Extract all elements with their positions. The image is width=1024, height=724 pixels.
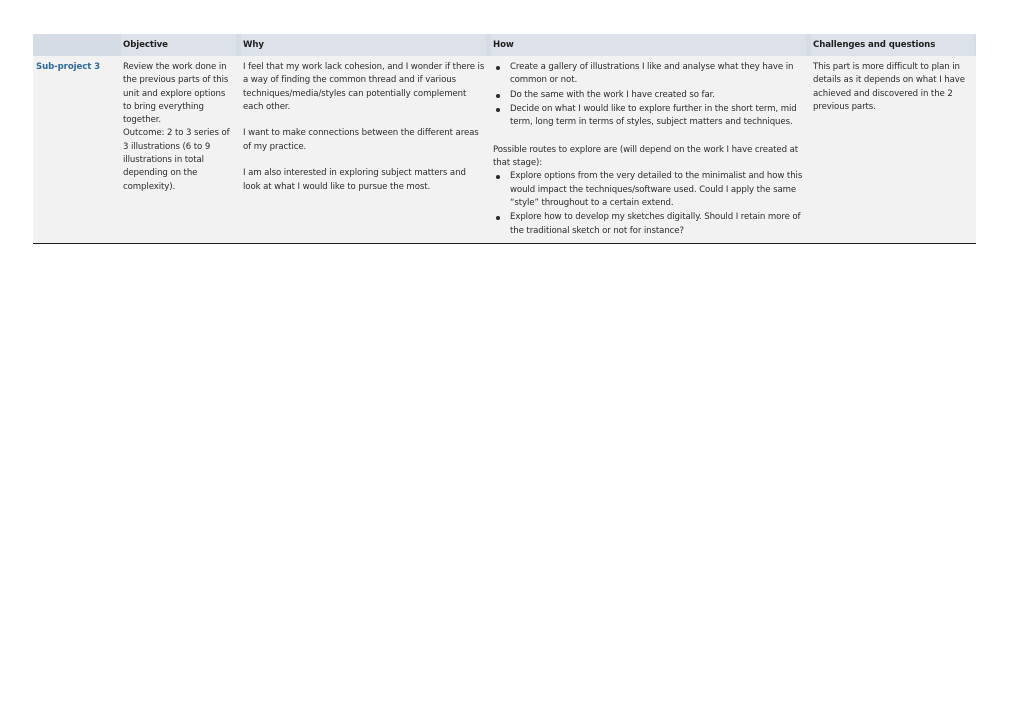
header-blank — [33, 34, 118, 56]
why-cell — [238, 56, 488, 243]
how-cell — [488, 56, 808, 243]
paragraph-gap — [243, 114, 485, 127]
how-steps-list — [493, 61, 805, 129]
header-why: Why — [238, 34, 488, 56]
list-item: Create a gallery of illustrations I like and analyse what they have in common or not. — [493, 61, 805, 88]
list-item: Decide on what I would like to explore further in the short term, mid term, long term in terms of styles, subject matters and techniques. — [493, 103, 805, 130]
list-item: Do the same with the work I have created so far. — [493, 89, 805, 102]
routes-list — [493, 170, 805, 237]
table-row — [33, 56, 976, 243]
header-how: How — [488, 34, 808, 56]
paragraph-gap — [493, 130, 805, 143]
objective-cell — [118, 56, 238, 243]
objective-outcome: Outcome: 2 to 3 series of 3 illustrations (6 to 9 illustrations in total depending on the complexity). — [123, 128, 230, 192]
bullet-icon — [496, 108, 500, 112]
challenges-text: This part is more difficult to plan in details as it depends on what I have achieved and discovered in the 2 previous parts. — [813, 62, 965, 112]
header-objective: Objective — [118, 34, 238, 56]
challenges-cell — [808, 56, 976, 243]
bullet-icon — [496, 66, 500, 70]
why-paragraph: I feel that my work lack cohesion, and I wonder if there is a way of finding the common thread and if various techniques/media/styles can potentially complement each other. — [243, 62, 485, 112]
sub-project-plan-table — [33, 34, 976, 244]
list-item: Explore how to develop my sketches digitally. Should I retain more of the traditional sketch or not for instance? — [493, 211, 805, 238]
bullet-icon — [496, 94, 500, 98]
table-header — [33, 34, 976, 56]
why-paragraph: I want to make connections between the different areas of my practice. — [243, 128, 479, 152]
why-paragraph: I am also interested in exploring subject matters and look at what I would like to pursue the most. — [243, 168, 466, 192]
paragraph-gap — [243, 154, 485, 167]
bullet-icon — [496, 175, 500, 179]
objective-text: Review the work done in the previous parts of this unit and explore options to bring everything together. — [123, 62, 229, 126]
row-label: Sub-project 3 — [33, 56, 118, 243]
header-row — [33, 34, 976, 56]
routes-intro: Possible routes to explore are (will depend on the work I have created at that stage): — [493, 144, 799, 169]
list-item: Explore options from the very detailed to the minimalist and how this would impact the techniques/software used. Could I apply the same “style” throughout to a certain extend. — [493, 170, 805, 210]
bullet-icon — [496, 216, 500, 220]
header-challenges: Challenges and questions — [808, 34, 976, 56]
